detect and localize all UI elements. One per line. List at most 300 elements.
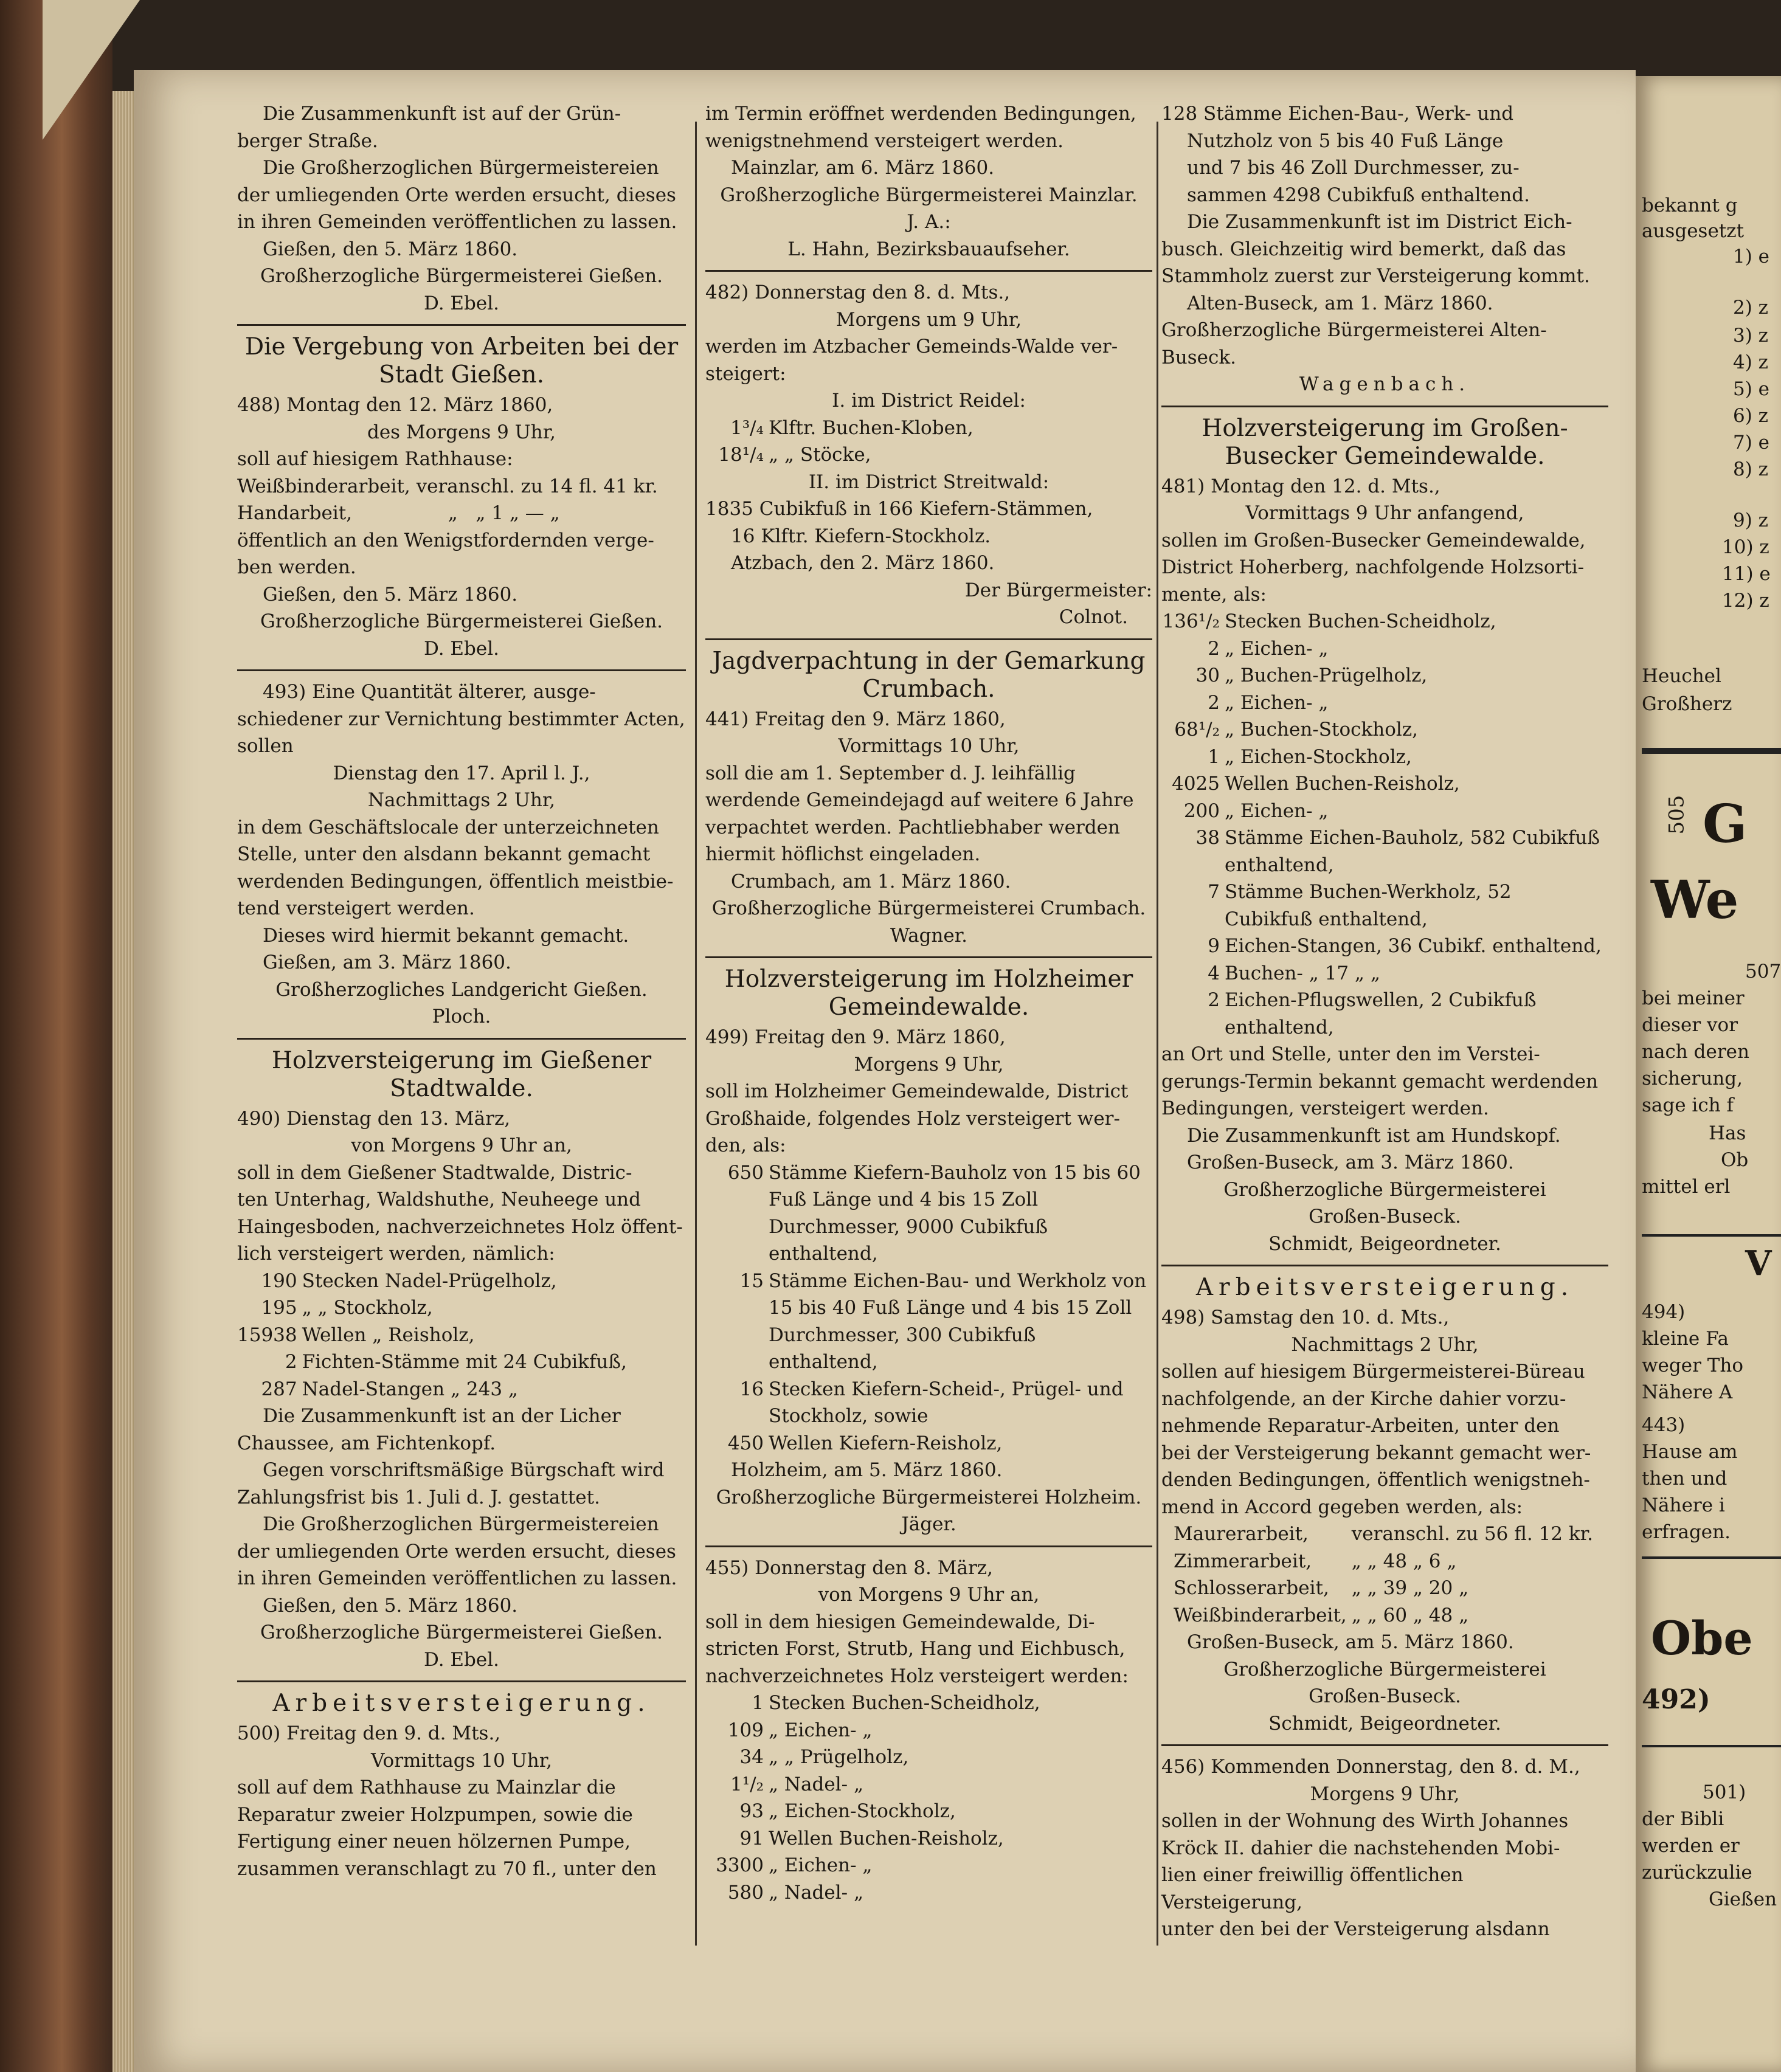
list-item	[1161, 987, 1608, 1041]
quantity: 91	[739, 1827, 764, 1849]
quantity: 30	[1195, 665, 1220, 686]
item-desc: Fichten-Stämme mit 24 Cubikfuß,	[302, 1351, 627, 1373]
text-line: 499) Freitag den 9. März 1860,	[705, 1026, 1006, 1048]
text-line: lien einer freiwillig öffentlichen Versteigerung,	[1161, 1864, 1464, 1913]
item-desc: Stämme Eichen-Bau- und Werkholz von 15 bis 40 Fuß Länge und 4 bis 15 Zoll Durchmesser, 300 Cubikfuß enthaltend,	[769, 1269, 1147, 1373]
date-line: Gießen, am 3. März 1860.	[263, 951, 511, 973]
item-desc: „ Buchen-Prügelholz,	[1225, 665, 1428, 686]
text-line: soll im Holzheimer Gemeindewalde, District	[705, 1080, 1129, 1102]
list-item	[237, 1268, 632, 1295]
text-line: J. A.:	[907, 211, 951, 233]
work-item: Weißbinderarbeit, veranschl. zu 14 fl. 41 kr.	[237, 475, 658, 497]
notice-488	[237, 333, 686, 662]
list-item: 5) e	[1733, 378, 1770, 400]
list-item	[1161, 689, 1608, 717]
notice-heading: Arbeitsversteigerung.	[272, 1690, 651, 1717]
item-desc: „ Eichen-Stockholz,	[769, 1800, 956, 1822]
text-line: und 7 bis 46 Zoll Durchmesser, zu-	[1187, 157, 1520, 179]
text-line: Stelle, unter den alsdann bekannt gemacht	[237, 843, 651, 865]
section-rule	[1642, 1556, 1781, 1559]
item-desc: Wellen Buchen-Reisholz,	[769, 1827, 1004, 1849]
text-line: weger Tho	[1642, 1355, 1744, 1376]
notice-490	[237, 1047, 686, 1674]
text-line: öffentlich an den Wenigstfordernden verge-	[237, 529, 654, 551]
text-line: schiedener zur Vernichtung bestimmter Acten,	[237, 708, 685, 730]
list-item	[1174, 1548, 1598, 1575]
text-line: Die Zusammenkunft ist im District Eich-	[1187, 211, 1572, 233]
item-desc: Wellen Kiefern-Reisholz,	[769, 1432, 1003, 1454]
text-line: Nachmittags 2 Uhr,	[367, 789, 556, 811]
item-desc: Stecken Kiefern-Scheid-, Prügel- und Stockholz, sowie	[769, 1378, 1124, 1427]
text-line: ben werden.	[237, 556, 356, 578]
date-line: Alten-Buseck, am 1. März 1860.	[1187, 292, 1493, 314]
work-type: Zimmerarbeit,	[1174, 1550, 1312, 1572]
section-rule	[1161, 1265, 1608, 1266]
notice-482	[705, 279, 1152, 631]
text-line: zusammen veranschlagt zu 70 fl., unter den	[237, 1857, 657, 1880]
item-desc: Stecken Nadel-Prügelholz,	[302, 1269, 557, 1292]
text-line: Dieses wird hiermit bekannt gemacht.	[263, 924, 629, 947]
date-line: Gießen, den 5. März 1860.	[263, 1594, 518, 1617]
section-rule	[1161, 406, 1608, 407]
text-line: Nachmittags 2 Uhr,	[1291, 1333, 1479, 1356]
text-line: von Morgens 9 Uhr an,	[818, 1584, 1040, 1606]
text-line: hiermit höflichst eingeladen.	[705, 843, 981, 865]
quantity: 15938	[237, 1324, 297, 1346]
text-line: Vormittags 9 Uhr anfangend,	[1245, 502, 1524, 524]
list-item: 6) z	[1733, 405, 1769, 427]
quantity: 1¹/₂	[730, 1773, 764, 1795]
list-item: 11) e	[1722, 563, 1771, 585]
item-desc: Eichen-Stangen, 36 Cubikf. enthaltend,	[1225, 935, 1602, 957]
wood-list	[705, 1690, 1045, 1906]
text-line: Chaussee, am Fichtenkopf.	[237, 1432, 496, 1454]
text-line: mente, als:	[1161, 583, 1267, 606]
text-line: 482) Donnerstag den 8. d. Mts.,	[705, 281, 1011, 303]
text-line: 498) Samstag den 10. d. Mts.,	[1161, 1307, 1450, 1328]
text-line: 128 Stämme Eichen-Bau-, Werk- und	[1161, 103, 1514, 125]
work-type: Maurerarbeit,	[1174, 1523, 1309, 1545]
item-desc: „ „ Stöcke,	[769, 444, 871, 466]
section-rule	[1642, 1234, 1781, 1237]
section-rule	[705, 638, 1152, 640]
section-rule	[705, 270, 1152, 272]
list-item	[237, 1349, 632, 1376]
folded-corner	[43, 0, 140, 140]
text-line: den, als:	[705, 1134, 786, 1156]
notice-493	[237, 679, 686, 1031]
text-line: soll die am 1. September d. J. leihfällig	[705, 762, 1076, 784]
item-desc: „ Eichen-Stockholz,	[1225, 745, 1412, 768]
list-item	[1161, 798, 1608, 825]
text-line: zurückzulie	[1642, 1862, 1752, 1884]
list-item: 16 Klftr. Kiefern-Stockholz.	[731, 525, 991, 547]
section-rule	[1161, 1744, 1608, 1746]
signature-authority: Großherzogliche Bürgermeisterei Holzheim.	[716, 1486, 1142, 1508]
text-line: 507	[1745, 961, 1781, 982]
date-line: Holzheim, am 5. März 1860.	[731, 1459, 1003, 1481]
text-line: ausgesetzt	[1642, 220, 1745, 242]
text-line: Fertigung einer neuen hölzernen Pumpe,	[237, 1831, 631, 1853]
text-line: bekannt g	[1642, 195, 1738, 216]
quantity: 287	[261, 1378, 297, 1400]
notice-481	[1161, 415, 1608, 1258]
list-item	[1161, 960, 1608, 987]
heading-fragment: We	[1651, 869, 1739, 931]
section-rule	[237, 1680, 686, 1682]
quantity: 650	[727, 1161, 764, 1184]
notice-456	[1161, 1753, 1608, 1943]
quantity: 450	[727, 1432, 764, 1454]
text-line: Großhaide, folgendes Holz versteigert wer-	[705, 1107, 1120, 1130]
text-line: Stammholz zuerst zur Versteigerung kommt.	[1161, 265, 1590, 287]
work-list	[1174, 1521, 1598, 1629]
text-line: Morgens 9 Uhr,	[854, 1053, 1004, 1076]
list-item: 8) z	[1733, 458, 1769, 480]
list-item	[705, 1159, 1152, 1268]
item-desc: „ Eichen- „	[1225, 691, 1329, 714]
text-line: Zahlungsfrist bis 1. Juli d. J. gestattet.	[237, 1486, 600, 1508]
signature-authority: Großherzogliche Bürgermeisterei Gießen.	[260, 1621, 663, 1643]
list-item	[1161, 824, 1608, 879]
item-desc: „ Nadel- „	[769, 1773, 864, 1795]
list-item	[1161, 716, 1608, 744]
quantity: 109	[727, 1719, 764, 1741]
notice-heading: Jagdverpachtung in der Gemarkung Crumbach.	[712, 647, 1146, 703]
list-item	[237, 1376, 632, 1403]
date-line: Gießen, den 5. März 1860.	[263, 583, 518, 606]
text-line: nehmende Reparatur-Arbeiten, unter den	[1161, 1415, 1560, 1437]
list-item	[1161, 744, 1608, 771]
quantity: 68¹/₂	[1174, 719, 1220, 741]
text-line: in ihren Gemeinden veröffentlichen zu lassen.	[237, 1567, 677, 1589]
book-spine	[0, 0, 112, 2072]
list-item: 9) z	[1733, 509, 1769, 531]
text-line: mittel erl	[1642, 1176, 1731, 1198]
text-line: II. im District Streitwald:	[808, 471, 1050, 493]
quantity: 136¹/₂	[1162, 610, 1220, 632]
signature-name: Colnot.	[1059, 606, 1128, 628]
text-line: Vormittags 10 Uhr,	[838, 735, 1020, 757]
signature-authority: Großherzogliche Bürgermeisterei Gießen.	[260, 265, 663, 287]
list-item	[1174, 1602, 1598, 1629]
work-cost: „ „ 48 „ 6 „	[1351, 1550, 1457, 1572]
text-line: 501)	[1703, 1781, 1746, 1803]
list-item	[1161, 879, 1608, 933]
text-line: kleine Fa	[1642, 1328, 1729, 1350]
list-item: 7) e	[1733, 432, 1770, 454]
column-3	[1161, 100, 1608, 1943]
text-line: erfragen.	[1642, 1521, 1731, 1543]
list-item	[705, 1825, 1045, 1853]
text-line: Gegen vorschriftsmäßige Bürgschaft wird	[263, 1459, 665, 1481]
column-rule	[1157, 122, 1158, 1946]
list-item: 4) z	[1733, 351, 1769, 373]
text-line: Ob	[1721, 1149, 1749, 1171]
quantity: 1	[752, 1692, 764, 1714]
quantity: 1³/₄	[730, 416, 764, 439]
text-line: ten Unterhag, Waldshuthe, Neuheege und	[237, 1189, 641, 1210]
list-item	[237, 1322, 632, 1349]
text-line: gerungs-Termin bekannt gemacht werdenden	[1161, 1070, 1599, 1093]
text-line: werdenden Bedingungen, öffentlich meistbie-	[237, 870, 674, 893]
work-type: Weißbinderarbeit,	[1174, 1604, 1347, 1626]
text-line: Hause am	[1642, 1441, 1738, 1463]
item-desc: „ Eichen- „	[769, 1719, 873, 1741]
signature-authority: Großen-Buseck.	[1309, 1206, 1461, 1228]
text-line: 492)	[1642, 1684, 1710, 1715]
quantity: 2	[1208, 989, 1220, 1011]
page-number: 505	[1664, 795, 1689, 835]
signature-authority: Großen-Buseck.	[1309, 1685, 1461, 1707]
signature-name: Jäger.	[901, 1513, 956, 1535]
text-line: Kröck II. dahier die nachstehenden Mobi-	[1161, 1837, 1560, 1859]
quantity: 3300	[716, 1854, 764, 1876]
text-line: nachfolgende, an der Kirche dahier vorzu-	[1161, 1387, 1566, 1410]
list-item	[705, 415, 978, 442]
list-item	[705, 441, 978, 469]
text-line: von Morgens 9 Uhr an,	[351, 1134, 572, 1156]
list-item	[705, 1430, 1152, 1457]
section-rule	[237, 324, 686, 326]
text-line: in dem Geschäftslocale der unterzeichneten	[237, 816, 659, 838]
item-desc: „ Eichen- „	[1225, 637, 1329, 660]
text-line: steigert:	[705, 362, 786, 385]
text-line: Vormittags 10 Uhr,	[371, 1749, 552, 1772]
text-line: 456) Kommenden Donnerstag, den 8. d. M.,	[1161, 1756, 1580, 1778]
wood-list	[705, 1159, 1152, 1457]
text-line: des Morgens 9 Uhr,	[367, 421, 556, 443]
wood-list	[1161, 608, 1608, 1041]
item-desc: Nadel-Stangen „ 243 „	[302, 1378, 518, 1400]
list-item: 12) z	[1722, 590, 1769, 612]
text-line: an Ort und Stelle, unter den im Verstei-	[1161, 1043, 1540, 1065]
column-rule	[695, 122, 697, 1946]
text-line: Die Zusammenkunft ist an der Licher	[263, 1405, 621, 1427]
item-desc: Stämme Kiefern-Bauholz von 15 bis 60 Fuß Länge und 4 bis 15 Zoll Durchmesser, 9000 Cubikfuß enthaltend,	[769, 1161, 1141, 1265]
text-line: Dienstag den 17. April l. J.,	[333, 762, 590, 784]
item-desc: Stecken Buchen-Scheidholz,	[1225, 610, 1496, 632]
signature-name: L. Hahn, Bezirksbauaufseher.	[787, 238, 1070, 260]
list-item	[1161, 608, 1608, 635]
work-cost: „ „ 60 „ 48 „	[1351, 1604, 1469, 1626]
text-line: werden er	[1642, 1835, 1740, 1857]
list-item	[705, 1717, 1045, 1744]
text-line: der umliegenden Orte werden ersucht, dieses	[237, 1540, 676, 1563]
text-line: bei meiner	[1642, 987, 1745, 1009]
heading-fragment: Obe	[1651, 1611, 1753, 1665]
quantity: 1	[1208, 745, 1220, 768]
text-line: then und	[1642, 1468, 1727, 1490]
text-line: Haingesboden, nachverzeichnetes Holz öffent-	[237, 1215, 683, 1238]
item-desc: Stämme Buchen-Werkholz, 52 Cubikfuß enthaltend,	[1225, 881, 1512, 930]
text-line: 490) Dienstag den 13. März,	[237, 1107, 511, 1130]
list-item	[1161, 635, 1608, 663]
text-line: 494)	[1642, 1301, 1686, 1323]
quantity: 18¹/₄	[718, 444, 764, 466]
work-item: Handarbeit, „ „ 1 „ — „	[237, 502, 560, 524]
text-line: Morgens 9 Uhr,	[1310, 1783, 1460, 1805]
list-item	[1161, 662, 1608, 689]
notice-500	[237, 1690, 686, 1882]
text-line: tend versteigert werden.	[237, 897, 475, 919]
signature-name: D. Ebel.	[423, 637, 500, 660]
notice-heading: Holzversteigerung im Holzheimer Gemeindewalde.	[724, 965, 1133, 1021]
quantity: 15	[739, 1269, 764, 1292]
item-desc: „ Eichen- „	[1225, 799, 1329, 822]
quantity: 38	[1195, 827, 1220, 849]
section-rule	[237, 1038, 686, 1040]
signature-authority: Großherzogliche Bürgermeisterei Mainzlar.	[720, 184, 1138, 206]
list-item	[705, 1690, 1045, 1717]
text-line: dieser vor	[1642, 1014, 1738, 1036]
text-line: 493) Eine Quantität älterer, ausge-	[263, 681, 596, 703]
list-item	[705, 1798, 1045, 1825]
list-item	[705, 1771, 1045, 1798]
signature-name: Schmidt, Beigeordneter.	[1268, 1712, 1501, 1735]
wood-list	[705, 415, 978, 469]
notice-altenbuseck-end	[1161, 100, 1608, 398]
signature-name: Wagenbach.	[1299, 373, 1471, 395]
text-line: sage ich f	[1642, 1094, 1734, 1116]
quantity: 7	[1208, 881, 1220, 903]
section-rule	[1642, 748, 1781, 754]
quantity: 190	[261, 1269, 297, 1292]
list-item: 1835 Cubikfuß in 166 Kiefern-Stämmen,	[705, 498, 1093, 520]
text-line: Nähere A	[1642, 1381, 1733, 1403]
item-desc: Stecken Buchen-Scheidholz,	[769, 1692, 1040, 1714]
list-item	[237, 1294, 632, 1322]
section-rule	[705, 956, 1152, 958]
list-item: 1) e	[1733, 246, 1770, 268]
text-line: wenigstnehmend versteigert werden.	[705, 130, 1063, 152]
quantity: 34	[739, 1746, 764, 1768]
notice-heading: Arbeitsversteigerung.	[1195, 1274, 1574, 1301]
work-type: Schlosserarbeit,	[1174, 1577, 1329, 1599]
text-line: Nähere i	[1642, 1494, 1725, 1516]
heading-fragment: V	[1745, 1243, 1772, 1283]
text-line: Die Großherzoglichen Bürgermeistereien	[263, 1513, 659, 1535]
text-line: soll auf dem Rathhause zu Mainzlar die	[237, 1777, 616, 1798]
item-desc: Stämme Eichen-Bauholz, 582 Cubikfuß enthaltend,	[1225, 827, 1600, 876]
signature-name: Schmidt, Beigeordneter.	[1268, 1232, 1501, 1255]
quantity: 580	[727, 1881, 764, 1904]
list-item	[705, 1376, 1152, 1430]
date-line: Atzbach, den 2. März 1860.	[731, 552, 995, 574]
quantity: 195	[261, 1297, 297, 1319]
quantity: 200	[1183, 799, 1220, 822]
item-desc: Buchen- „ 17 „ „	[1225, 962, 1380, 984]
list-item	[705, 1852, 1045, 1879]
text-line: Heuchel	[1642, 665, 1721, 687]
signature-authority: Der Bürgermeister:	[964, 579, 1152, 601]
text-line: Gießen	[1709, 1888, 1777, 1910]
signature-authority: Großherzogliche Bürgermeisterei Crumbach.	[711, 897, 1146, 919]
list-item	[1174, 1575, 1598, 1602]
text-line: soll in dem Gießener Stadtwalde, Distric-	[237, 1161, 632, 1184]
list-item: 10) z	[1722, 536, 1769, 558]
notice-heading: Die Vergebung von Arbeiten bei der Stadt Gießen.	[244, 333, 679, 388]
text-line: Has	[1709, 1122, 1746, 1144]
notice-heading: Holzversteigerung im Gießener Stadtwalde.	[271, 1046, 652, 1102]
signature-authority: Großherzogliche Bürgermeisterei Gießen.	[260, 610, 663, 632]
text-line: stricten Forst, Strutb, Hang und Eichbusch,	[705, 1638, 1126, 1660]
list-item	[1161, 770, 1608, 798]
section-rule	[705, 1545, 1152, 1547]
text-line: Großherz	[1642, 693, 1732, 715]
date-line: Gießen, den 5. März 1860.	[263, 238, 518, 260]
text-line: im Termin eröffnet werdenden Bedingungen,	[705, 103, 1136, 125]
text-line: 481) Montag den 12. d. Mts.,	[1161, 475, 1440, 497]
text-line: sollen in der Wohnung des Wirth Johannes	[1161, 1810, 1569, 1832]
text-line: 455) Donnerstag den 8. März,	[705, 1556, 993, 1579]
text-line: der umliegenden Orte werden ersucht, dieses	[237, 184, 676, 206]
date-line: Großen-Buseck, am 3. März 1860.	[1187, 1152, 1514, 1173]
text-line: denden Bedingungen, öffentlich wenigstneh-	[1161, 1469, 1590, 1491]
text-line: busch. Gleichzeitig wird bemerkt, daß das	[1161, 238, 1566, 260]
item-desc: Wellen „ Reisholz,	[302, 1324, 475, 1346]
date-line: Großen-Buseck, am 5. März 1860.	[1187, 1631, 1514, 1653]
text-line: sollen	[237, 735, 294, 757]
text-line: sicherung,	[1642, 1068, 1743, 1090]
list-item: 2) z	[1733, 297, 1769, 319]
text-line: Bedingungen, versteigert werden.	[1161, 1097, 1489, 1119]
text-line: District Hoherberg, nachfolgende Holzsorti-	[1161, 556, 1585, 578]
text-line: 500) Freitag den 9. d. Mts.,	[237, 1722, 501, 1744]
signature-authority: Großherzogliche Bürgermeisterei	[1223, 1658, 1546, 1680]
text-line: sammen 4298 Cubikfuß enthaltend.	[1187, 184, 1530, 206]
signature-name: D. Ebel.	[423, 1648, 500, 1671]
text-line: 441) Freitag den 9. März 1860,	[705, 708, 1006, 730]
item-desc: Klftr. Buchen-Kloben,	[769, 416, 973, 439]
item-desc: „ „ Stockholz,	[302, 1297, 433, 1319]
list-item	[1174, 1521, 1598, 1548]
list-item: 3) z	[1733, 325, 1769, 347]
quantity: 16	[739, 1378, 764, 1400]
text-line: unter den bei der Versteigerung alsdann	[1161, 1918, 1550, 1940]
wood-list	[237, 1268, 632, 1403]
item-desc: „ Buchen-Stockholz,	[1225, 719, 1419, 741]
quantity: 2	[1208, 691, 1220, 714]
text-line: I. im District Reidel:	[832, 390, 1026, 412]
text-line: werden im Atzbacher Gemeinds-Walde ver-	[705, 336, 1118, 357]
list-item	[705, 1744, 1045, 1771]
work-cost: „ „ 39 „ 20 „	[1351, 1577, 1469, 1599]
quantity: 9	[1208, 935, 1220, 957]
text-line: soll auf hiesigem Rathhause:	[237, 448, 513, 470]
text-line: Die Großherzoglichen Bürgermeistereien	[263, 157, 659, 179]
text-line: sollen im Großen-Busecker Gemeindewalde,	[1161, 529, 1586, 551]
text-line: bei der Versteigerung bekannt gemacht wer-	[1161, 1442, 1591, 1464]
date-line: Mainzlar, am 6. März 1860.	[731, 157, 995, 179]
item-desc: „ Eichen- „	[769, 1854, 873, 1876]
text-line: soll in dem hiesigen Gemeindewalde, Di-	[705, 1611, 1095, 1633]
quantity: 93	[739, 1800, 764, 1822]
text-line: 443)	[1642, 1414, 1686, 1436]
item-desc: „ Nadel- „	[769, 1881, 864, 1904]
notice-intro	[237, 100, 686, 317]
item-desc: Wellen Buchen-Reisholz,	[1225, 773, 1460, 795]
quantity: 2	[1208, 637, 1220, 660]
signature-name: D. Ebel.	[423, 292, 500, 314]
text-line: Nutzholz von 5 bis 40 Fuß Länge	[1187, 130, 1504, 152]
list-item	[1161, 933, 1608, 960]
list-item	[705, 1268, 1152, 1376]
text-line: 488) Montag den 12. März 1860,	[237, 394, 553, 416]
signature-name: Ploch.	[432, 1006, 491, 1027]
text-line: nach deren	[1642, 1041, 1749, 1063]
notice-455	[705, 1555, 1152, 1907]
